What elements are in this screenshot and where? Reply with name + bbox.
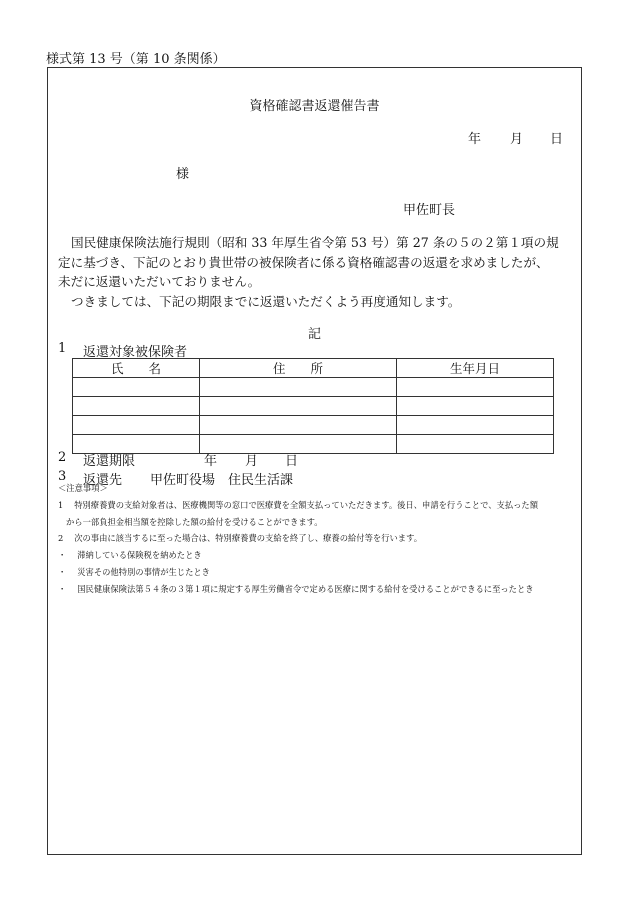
address-cell[interactable] [200, 397, 397, 416]
note-bullet-1: ・ 滞納している保険税を納めたとき [58, 550, 202, 561]
body-line-2: 定に基づき、下記のとおり貴世帯の被保険者に係る資格確認書の返還を求めましたが、 [58, 254, 549, 270]
header-name: 氏 名 [73, 359, 200, 378]
notes-section [58, 480, 578, 598]
table-row [73, 435, 554, 454]
name-cell[interactable] [73, 397, 200, 416]
name-cell[interactable] [73, 416, 200, 435]
item2-label: 返還期限 [83, 454, 136, 469]
name-cell[interactable] [73, 378, 200, 397]
insured-table [72, 358, 554, 454]
item3-label: 返還先 [83, 473, 123, 488]
note-2: 2 次の事由に該当するに至った場合は、特別療養費の支給を終了し、療養の給付等を行います。 [58, 533, 423, 544]
item1-number: 1 [58, 341, 67, 356]
header-birthdate: 生年月日 [397, 359, 554, 378]
address-cell[interactable] [200, 416, 397, 435]
birthdate-cell[interactable] [397, 435, 554, 454]
note-1-line-2: から一部負担金相当額を控除した額の給付を受けることができます。 [66, 516, 323, 527]
document-frame [47, 67, 582, 855]
deadline-month-label: 月 [245, 454, 259, 469]
birthdate-cell[interactable] [397, 378, 554, 397]
note-bullet-3: ・ 国民健康保険法第５４条の３第１項に規定する厚生労働省令で定める医療に関する給付を受けることができるに至ったとき [58, 583, 534, 594]
issuer-name: 甲佐町長 [403, 203, 456, 218]
body-text [58, 233, 574, 311]
table-row [73, 416, 554, 435]
body-line-3: 未だに返還いただいておりません。 [58, 274, 261, 289]
table-row [73, 378, 554, 397]
item3-number: 3 [58, 469, 67, 484]
body-line-1: 国民健康保険法施行規則（昭和 33 年厚生省令第 53 号）第 27 条の５の２第１項の規 [71, 235, 559, 250]
item1-label: 返還対象被保険者 [83, 345, 188, 360]
form-number: 様式第 13 号（第 10 条関係） [46, 52, 226, 67]
date-year-label: 年 [468, 132, 482, 147]
birthdate-cell[interactable] [397, 397, 554, 416]
item2-number: 2 [58, 450, 67, 465]
table-header-row [73, 359, 554, 378]
body-line-4: つきましては、下記の期限までに返還いただくよう再度通知します。 [71, 293, 461, 309]
table-row [73, 397, 554, 416]
note-bullet-2: ・ 災害その他特別の事情が生じたとき [58, 566, 210, 577]
notes-heading: ＜注意事項＞ [58, 483, 108, 493]
header-address: 住 所 [200, 359, 397, 378]
deadline-year-label: 年 [204, 454, 218, 469]
date-month-label: 月 [510, 132, 524, 147]
deadline-day-label: 日 [285, 454, 299, 469]
date-day-label: 日 [550, 132, 564, 147]
return-destination: 甲佐町役場 住民生活課 [150, 473, 294, 488]
ki-heading: 記 [307, 327, 321, 342]
birthdate-cell[interactable] [397, 416, 554, 435]
address-cell[interactable] [200, 378, 397, 397]
addressee-suffix: 様 [176, 167, 190, 182]
document-title: 資格確認書返還催告書 [249, 99, 380, 114]
note-1-line-1: 1 特別療養費の支給対象者は、医療機関等の窓口で医療費を全額支払っていただきます。後日、申請を行うことで、支払った額 [58, 499, 539, 510]
